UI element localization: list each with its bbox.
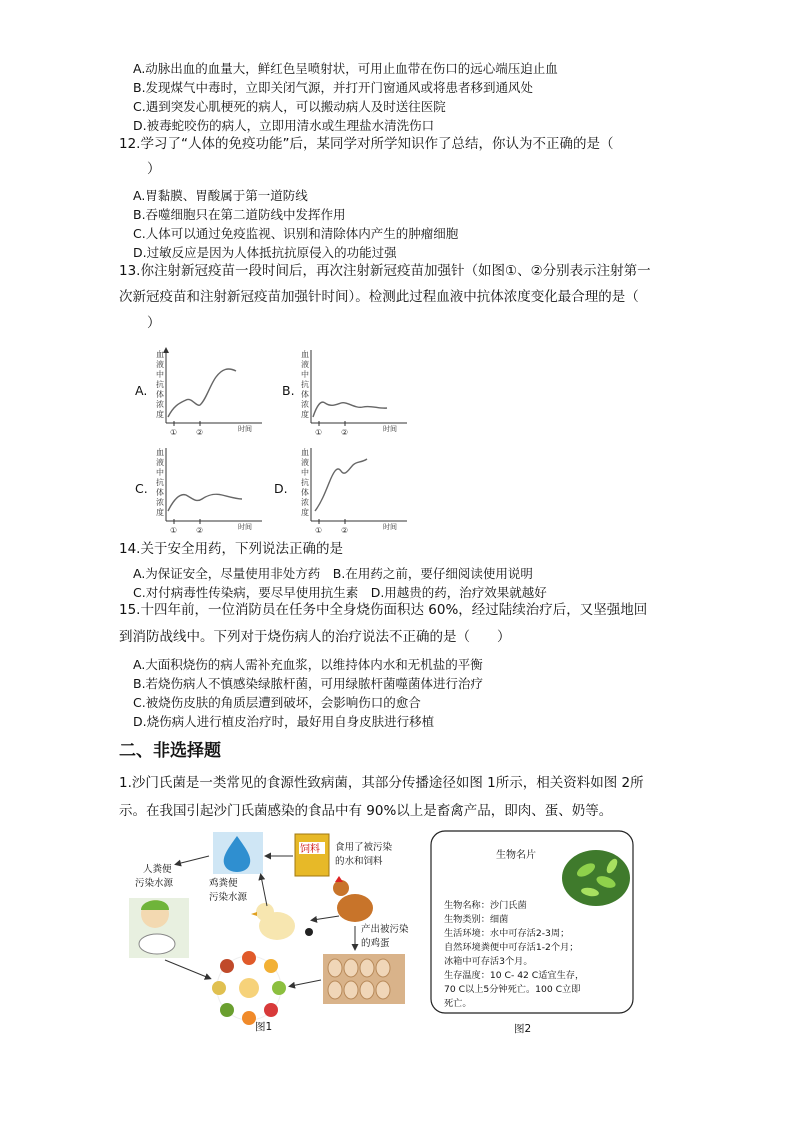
q15-option-d: D.烧伤病人进行植皮治疗时，最好用自身皮肤进行移植 xyxy=(133,714,435,729)
chick-label-2: 污染水源 xyxy=(209,892,248,903)
mark-1: ① xyxy=(170,526,178,535)
q13-stem-2: 次新冠疫苗和注射新冠疫苗加强针时间）。检测此过程血液中抗体浓度变化最合理的是（ xyxy=(119,289,639,305)
chick-icon xyxy=(251,903,313,940)
q14-options-cd: C.对付病毒性传染病，要尽早使用抗生素 D.用越贵的药，治疗效果就越好 xyxy=(133,585,547,600)
card-line-4: 自然环境粪便中可存活1-2个月； xyxy=(444,942,579,953)
mark-2: ② xyxy=(341,526,349,535)
y-axis-label: 血液中抗体浓度 xyxy=(156,350,164,419)
eggs-icon xyxy=(323,954,405,1004)
q15-option-b: B.若烧伤病人不慎感染绿脓杆菌，可用绿脓杆菌噬菌体进行治疗 xyxy=(133,676,484,691)
curve-c xyxy=(168,494,242,511)
mark-2: ② xyxy=(196,428,204,437)
card-line-5: 冰箱中可存活3个月。 xyxy=(444,956,533,967)
section-heading: 二、非选择题 xyxy=(119,741,221,761)
q15-stem-1: 15.十四年前，一位消防员在任务中全身烧伤面积达 60%，经过陆续治疗后，又坚强地回 xyxy=(119,602,648,618)
feed-label-2: 的水和饲料 xyxy=(335,856,383,867)
q12-option-d: D.过敏反应是因为人体抵抗抗原侵入的功能过强 xyxy=(133,245,397,260)
p1-line-1: 1.沙门氏菌是一类常见的食源性致病菌，其部分传播途径如图 1所示，相关资料如图 2所 xyxy=(119,775,644,791)
q14-options-ab: A.为保证安全，尽量使用非处方药 B.在用药之前，要仔细阅读使用说明 xyxy=(133,566,533,581)
curve-b xyxy=(313,402,387,417)
y-axis-label: 血液中抗体浓度 xyxy=(156,448,164,517)
q12-stem: 12.学习了“人体的免疫功能”后，某同学对所学知识作了总结，你认为不正确的是（ xyxy=(119,136,614,152)
y-axis-label: 血液中抗体浓度 xyxy=(301,448,309,517)
card-line-3: 生活环境：水中可存活2-3周； xyxy=(444,928,570,939)
figure-1 xyxy=(125,828,425,1033)
feed-label-1: 食用了被污染 xyxy=(335,842,393,853)
egg-label-1: 产出被污染 xyxy=(361,924,409,935)
graph-a xyxy=(150,345,270,437)
feed-bag-icon xyxy=(295,834,329,876)
figure-2 xyxy=(430,830,636,1035)
hen-icon xyxy=(333,876,373,922)
q11-option-b: B.发现煤气中毒时，立即关闭气源，并打开门窗通风或将患者移到通风处 xyxy=(133,80,534,95)
feed-word: 饲料 xyxy=(300,844,320,855)
q12-option-c: C.人体可以通过免疫监视、识别和清除体内产生的肿瘤细胞 xyxy=(133,226,459,241)
card-line-6: 生存温度：10 C- 42 C适宜生存， xyxy=(444,970,585,981)
q11-option-c: C.遇到突发心肌梗死的病人，可以搬动病人及时送往医院 xyxy=(133,99,446,114)
x-axis-label: 时间 xyxy=(238,523,252,531)
figure-2-caption: 图2 xyxy=(514,1023,532,1035)
q12-option-a: A.胃黏膜、胃酸属于第一道防线 xyxy=(133,188,308,203)
mark-2: ② xyxy=(341,428,349,437)
q11-option-d: D.被毒蛇咬伤的病人，立即用清水或生理盐水清洗伤口 xyxy=(133,118,435,133)
human-label-1: 人粪便 xyxy=(143,864,172,875)
x-axis-label: 时间 xyxy=(383,425,397,433)
human-label-2: 污染水源 xyxy=(135,878,174,889)
graph-label-c: C. xyxy=(135,481,148,496)
p1-line-2: 示。在我国引起沙门氏菌感染的食品中有 90%以上是畜禽产品，即肉、蛋、奶等。 xyxy=(119,803,613,819)
mark-2: ② xyxy=(196,526,204,535)
figure-1-caption: 图1 xyxy=(255,1021,273,1033)
q11-option-a: A.动脉出血的血量大，鲜红色呈喷射状，可用止血带在伤口的远心端压迫止血 xyxy=(133,61,558,76)
x-axis-label: 时间 xyxy=(383,523,397,531)
q13-stem-1: 13.你注射新冠疫苗一段时间后，再次注射新冠疫苗加强针（如图①、②分别表示注射第一 xyxy=(119,263,651,279)
water-drop-icon xyxy=(213,832,263,874)
q12-option-b: B.吞噬细胞只在第二道防线中发挥作用 xyxy=(133,207,346,222)
card-title: 生物名片 xyxy=(496,850,536,861)
graph-label-b: B. xyxy=(282,383,295,398)
mark-1: ① xyxy=(315,526,323,535)
card-line-8: 死亡。 xyxy=(444,998,472,1009)
q15-option-c: C.被烧伤皮肤的角质层遭到破坏，会影响伤口的愈合 xyxy=(133,695,421,710)
q13-close: ） xyxy=(147,315,161,331)
q15-option-a: A.大面积烧伤的病人需补充血浆，以维持体内水和无机盐的平衡 xyxy=(133,657,483,672)
human-toilet-icon xyxy=(129,898,189,958)
chick-label-1: 鸡粪便 xyxy=(209,878,238,889)
q14-stem: 14.关于安全用药，下列说法正确的是 xyxy=(119,541,343,557)
graph-label-a: A. xyxy=(135,383,148,398)
q15-stem-2: 到消防战线中。下列对于烧伤病人的治疗说法不正确的是（ ） xyxy=(119,629,511,645)
graph-label-d: D. xyxy=(274,481,288,496)
egg-label-2: 的鸡蛋 xyxy=(361,938,390,949)
y-axis-label: 血液中抗体浓度 xyxy=(301,350,309,419)
mark-1: ① xyxy=(170,428,178,437)
q12-close: ） xyxy=(147,161,161,177)
card-line-1: 生物名称：沙门氏菌 xyxy=(444,900,527,911)
food-circle-icon xyxy=(212,951,286,1025)
card-line-2: 生物类别：细菌 xyxy=(444,914,509,925)
curve-a xyxy=(168,369,236,417)
x-axis-label: 时间 xyxy=(238,425,252,433)
mark-1: ① xyxy=(315,428,323,437)
graph-c xyxy=(150,443,270,535)
card-line-7: 70 C以上5分钟死亡。100 C立即 xyxy=(444,984,581,995)
graph-b xyxy=(295,345,415,437)
bacteria-icon xyxy=(562,850,630,906)
graph-d xyxy=(295,443,415,535)
curve-d xyxy=(315,459,367,511)
